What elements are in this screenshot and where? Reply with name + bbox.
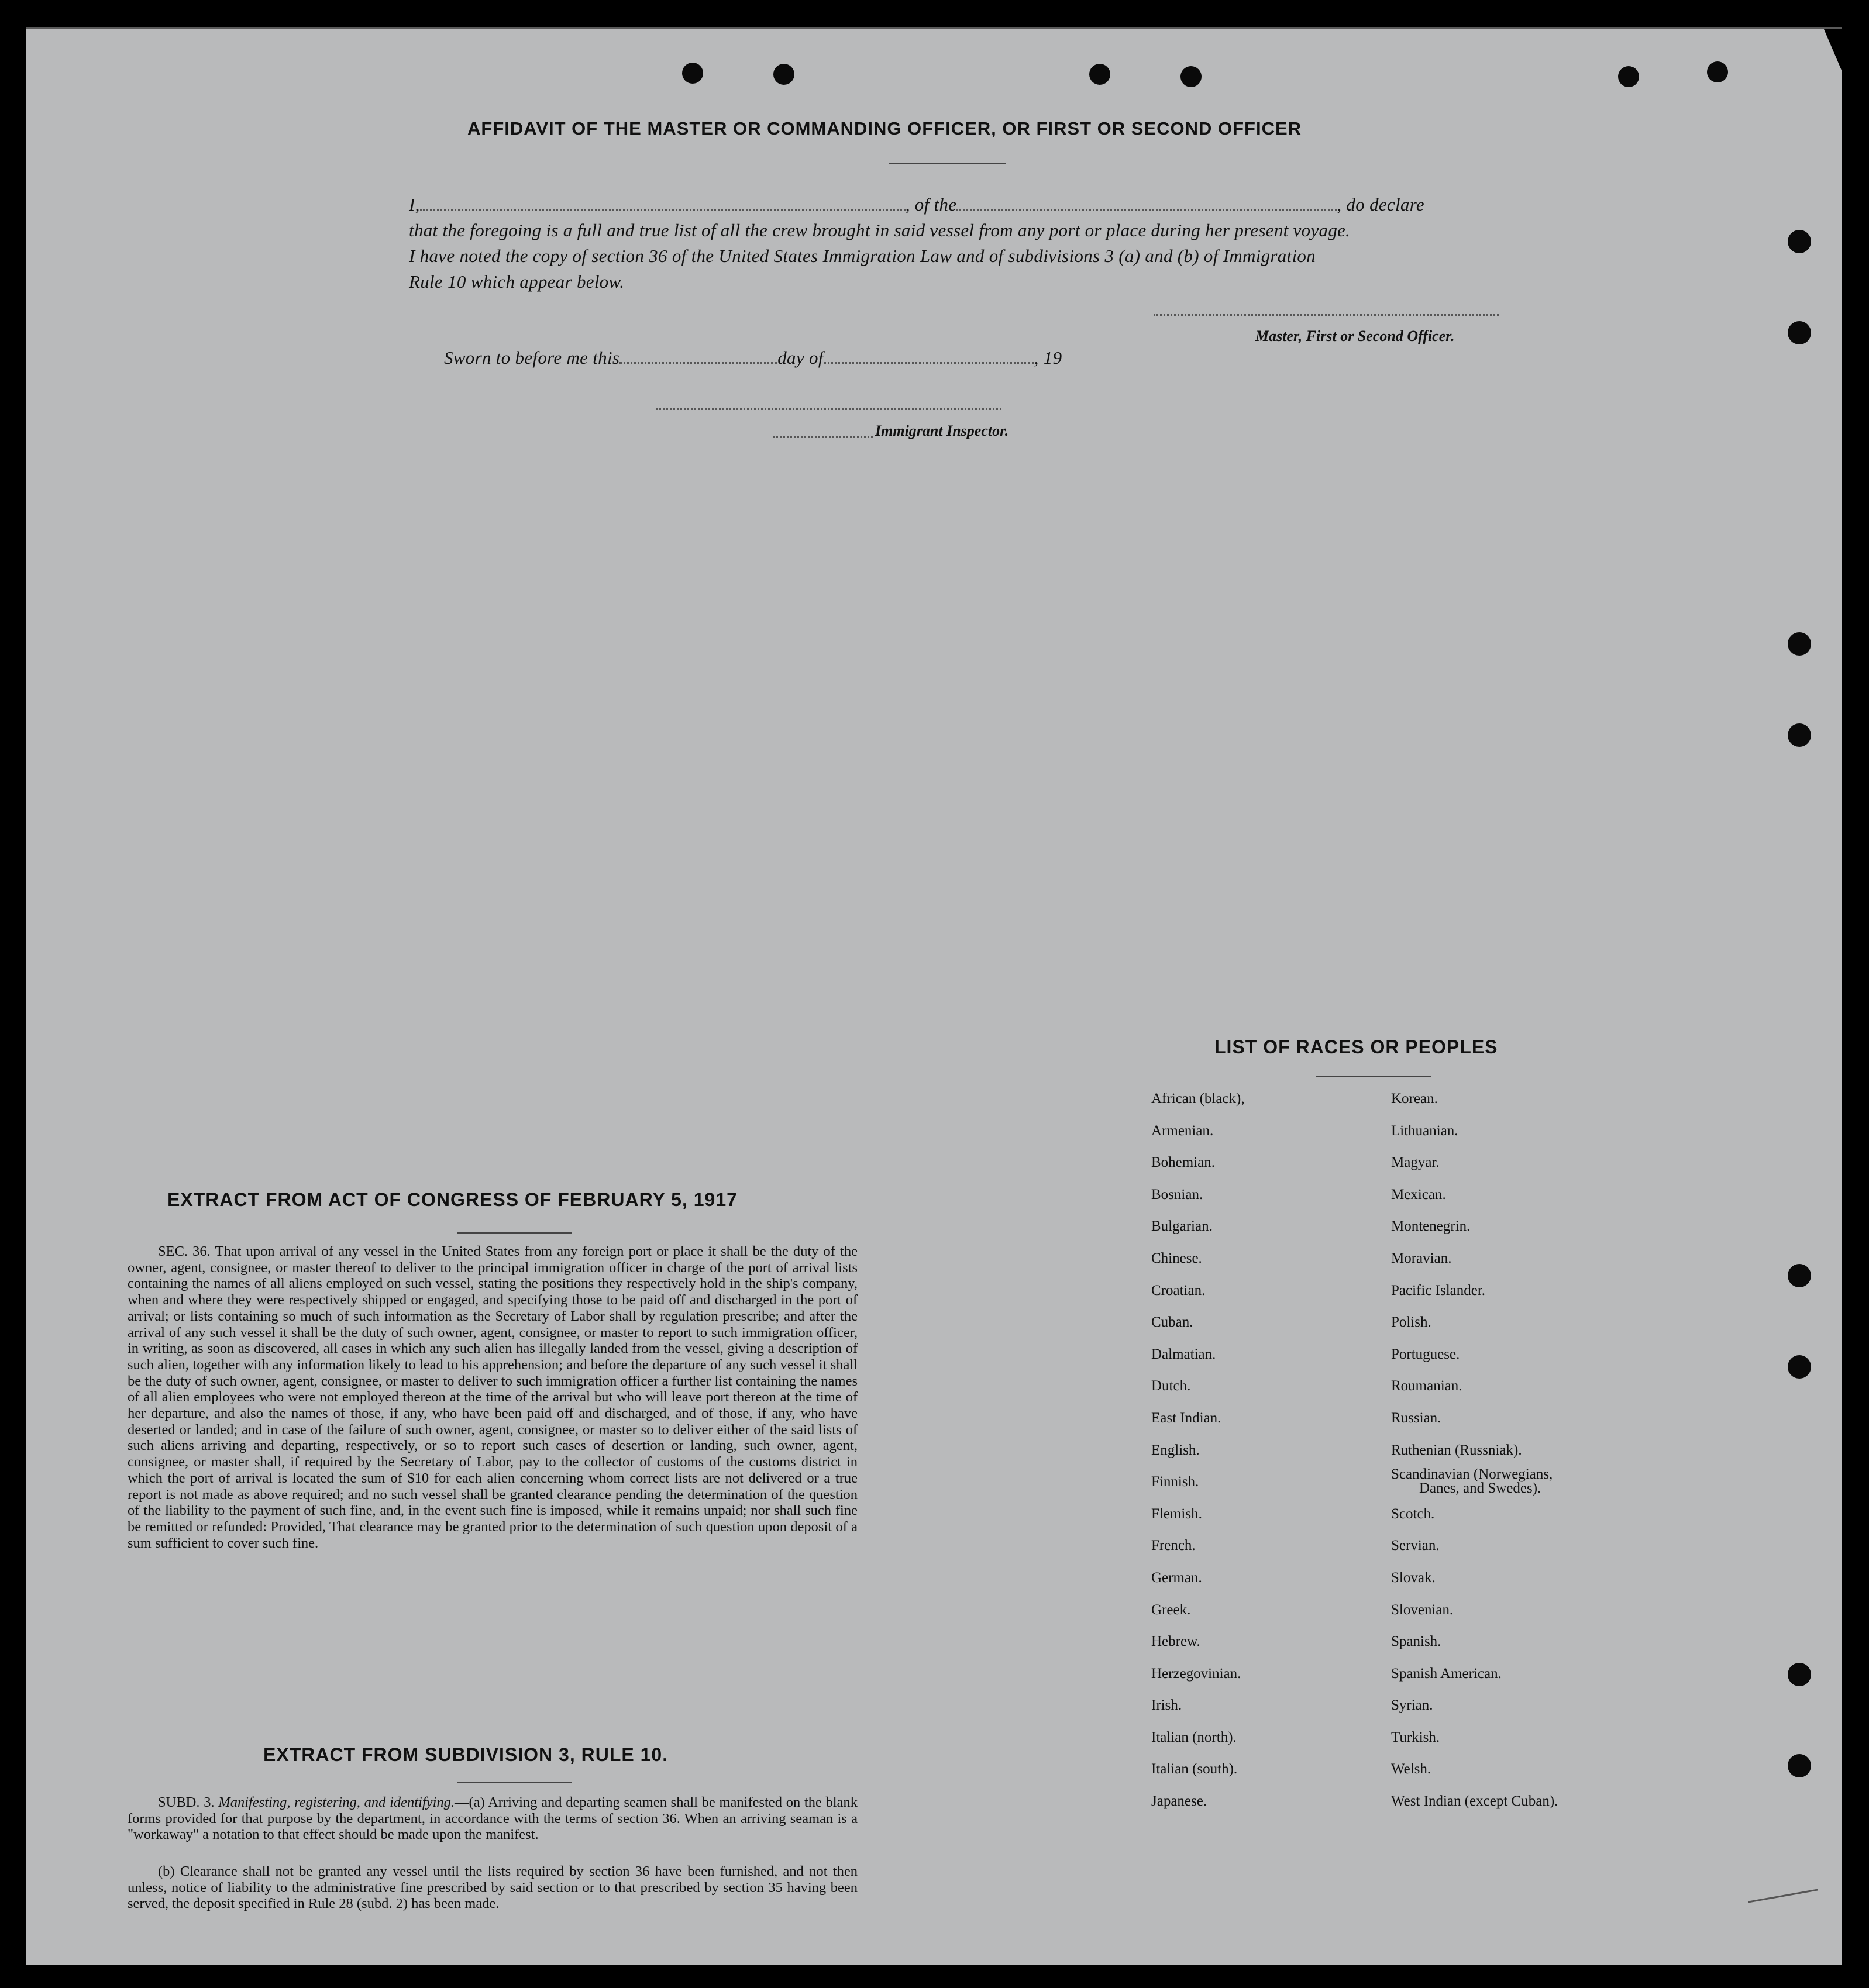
race-item: Spanish. bbox=[1391, 1634, 1441, 1650]
races-right-column bbox=[1391, 1083, 1558, 1818]
affidavit-title: AFFIDAVIT OF THE MASTER OR COMMANDING OFFICER, OR FIRST OR SECOND OFFICER bbox=[467, 118, 1302, 139]
race-item: French. bbox=[1151, 1538, 1196, 1554]
race-item: Syrian. bbox=[1391, 1697, 1433, 1714]
race-item: Hebrew. bbox=[1151, 1634, 1200, 1650]
punch-hole bbox=[1089, 64, 1110, 85]
punch-hole bbox=[1180, 66, 1202, 87]
title-rule bbox=[889, 163, 1006, 164]
title-rule bbox=[1316, 1076, 1431, 1077]
document-page bbox=[26, 27, 1842, 1965]
race-item: Greek. bbox=[1151, 1601, 1191, 1618]
race-item: Japanese. bbox=[1151, 1793, 1207, 1810]
declarant-name-blank bbox=[420, 195, 906, 211]
punch-hole bbox=[1618, 66, 1639, 87]
race-item: Russian. bbox=[1391, 1410, 1441, 1426]
race-item: Slovenian. bbox=[1391, 1601, 1454, 1618]
affidavit-notice-end: Rule 10 which appear below. bbox=[409, 271, 625, 292]
sworn-month-blank bbox=[824, 348, 1034, 364]
race-item: Portuguese. bbox=[1391, 1346, 1460, 1362]
act-section-36-text: SEC. 36. That upon arrival of any vessel in the United States from any foreign port or place it shall be the duty of the owner, agent, consignee, or master thereof to deliver to the principal immigration officer in charge of the port of arrival lists containing the names of all aliens employed on such vessel, stating the positions they respectively hold in the ship's company, when and where they were respectively shipped or engaged, and specifying those to be paid off and discharged in the port of arrival; or lists containing so much of such information as the Secretary of Labor shall by regulation prescribe; and after the arrival of any such vessel it shall be the duty of such owner, agent, consignee, or master to report to such immigration officer, in writing, as soon as discovered, all cases in which any such alien has illegally landed from the vessel, giving a description of such alien, together with any information likely to lead to his apprehension; and before the departure of any such vessel it shall be the duty of such owner, agent, consignee, or master to deliver to such immigration officer a further list containing the names of all alien employees who were not employed thereon at the time of the arrival but who will leave port thereon at the time of her departure, and also the names of those, if any, who have been paid off and discharged, and of those, if any, who have deserted or landed; and in case of the failure of such owner, agent, consignee, or master so to deliver either of the said lists of such aliens arriving and departing, respectively, or so to report such cases of desertion or landing, such owner, agent, consignee, or master shall, if required by the Secretary of Labor, pay to the collector of customs of the customs district in which the port of arrival is located the sum of $10 for each alien concerning whom correct lists are not delivered or a true report is not made as above required; and no such vessel shall be granted clearance pending the determination of the question of the liability to the payment of such fine, and, in the event such fine is imposed, while it remains unpaid; nor shall such fine be remitted or refunded: Provided, That clearance may be granted prior to the determination of such question upon deposit of a sum sufficient to cover such fine. bbox=[128, 1243, 858, 1551]
race-item: Servian. bbox=[1391, 1538, 1440, 1554]
race-item: Cuban. bbox=[1151, 1314, 1193, 1331]
sworn-line bbox=[444, 345, 1204, 371]
sworn-prefix: Sworn to before me this bbox=[444, 347, 620, 368]
race-item: Korean. bbox=[1391, 1091, 1438, 1107]
race-item: Flemish. bbox=[1151, 1505, 1202, 1522]
race-item: Dutch. bbox=[1151, 1378, 1191, 1394]
subd-a-heading: Manifesting, registering, and identifying. bbox=[218, 1794, 455, 1810]
affidavit-declaration bbox=[409, 192, 1538, 218]
punch-hole bbox=[1788, 1754, 1811, 1777]
race-item: Polish. bbox=[1391, 1314, 1431, 1331]
race-item: Scotch. bbox=[1391, 1505, 1435, 1522]
race-item: Bosnian. bbox=[1151, 1186, 1203, 1203]
vessel-prefix: , of the bbox=[905, 194, 957, 215]
affidavit-statement: that the foregoing is a full and true list of all the crew brought in said vessel from any port or place during her present voyage. bbox=[409, 220, 1351, 240]
title-rule bbox=[457, 1232, 572, 1234]
declarant-prefix: I, bbox=[409, 194, 420, 215]
race-item: Spanish American. bbox=[1391, 1665, 1502, 1682]
race-item: Ruthenian (Russniak). bbox=[1391, 1442, 1522, 1458]
race-item: Scandinavian (Norwegians, Danes, and Swedes). bbox=[1391, 1466, 1553, 1497]
race-item: Italian (south). bbox=[1151, 1761, 1238, 1777]
race-item: Croatian. bbox=[1151, 1282, 1206, 1298]
subd-a-lead: SUBD. 3. bbox=[158, 1794, 215, 1810]
race-item-continuation: Danes, and Swedes). bbox=[1419, 1480, 1541, 1497]
race-item: Moravian. bbox=[1391, 1250, 1452, 1266]
race-item: German. bbox=[1151, 1569, 1202, 1586]
sworn-day-blank bbox=[619, 348, 777, 364]
race-item: Pacific Islander. bbox=[1391, 1282, 1486, 1298]
race-item: West Indian (except Cuban). bbox=[1391, 1793, 1558, 1810]
title-rule bbox=[457, 1782, 572, 1783]
race-item: Montenegrin. bbox=[1391, 1218, 1471, 1235]
race-item: English. bbox=[1151, 1442, 1200, 1458]
race-item: East Indian. bbox=[1151, 1410, 1221, 1426]
race-item: Italian (north). bbox=[1151, 1729, 1237, 1745]
race-item: Bulgarian. bbox=[1151, 1218, 1213, 1235]
inspector-signature-line bbox=[656, 408, 1001, 410]
rule-extract-title: EXTRACT FROM SUBDIVISION 3, RULE 10. bbox=[263, 1744, 669, 1765]
inspector-signature-caption: Immigrant Inspector. bbox=[875, 422, 1009, 439]
declare-suffix: , do declare bbox=[1337, 194, 1424, 215]
race-item: Bohemian. bbox=[1151, 1155, 1216, 1171]
race-item: Chinese. bbox=[1151, 1250, 1202, 1266]
affidavit-notice: I have noted the copy of section 36 of the United States Immigration Law and of subdivisions 3 (a) and (b) of Immigration bbox=[409, 246, 1316, 266]
master-signature-line bbox=[1154, 314, 1499, 316]
page-corner bbox=[1824, 29, 1842, 70]
punch-hole bbox=[1788, 1663, 1811, 1686]
master-signature-caption: Master, First or Second Officer. bbox=[1255, 328, 1455, 344]
punch-hole bbox=[1788, 321, 1811, 344]
race-item: Lithuanian. bbox=[1391, 1122, 1458, 1139]
race-item: Irish. bbox=[1151, 1697, 1182, 1714]
race-item: Mexican. bbox=[1391, 1186, 1446, 1203]
sworn-year: , 19 bbox=[1034, 347, 1062, 368]
inspector-signature-line-2 bbox=[773, 436, 873, 438]
race-item: Magyar. bbox=[1391, 1155, 1440, 1171]
vessel-name-blank bbox=[956, 195, 1337, 211]
races-left-column bbox=[1151, 1083, 1245, 1818]
race-item: Finnish. bbox=[1151, 1474, 1199, 1490]
act-extract-title: EXTRACT FROM ACT OF CONGRESS OF FEBRUARY 5, 1917 bbox=[167, 1189, 738, 1210]
subd-a-body: —(a) Arriving and departing seamen shall be manifested on the blank forms provided for that purpose by the department, in accordance with the terms of section 36. When an arriving seaman is a "workaway" a notation to that effect should be made upon the manifest. bbox=[128, 1794, 858, 1843]
sworn-day-label: day of bbox=[777, 347, 824, 368]
rule-subd-b-text: (b) Clearance shall not be granted any vessel until the lists required by section 36 have been furnished, and not then unless, notice of liability to the administrative fine prescribed by said section or to that prescribed by section 35 having been served, the deposit specified in Rule 28 (subd. 2) has been made. bbox=[128, 1863, 858, 1912]
race-item: Welsh. bbox=[1391, 1761, 1431, 1777]
punch-hole bbox=[1788, 723, 1811, 747]
punch-hole bbox=[773, 64, 794, 85]
punch-hole bbox=[1788, 1264, 1811, 1287]
punch-hole bbox=[682, 63, 703, 84]
rule-subd-a-text bbox=[128, 1794, 858, 1843]
race-item: Dalmatian. bbox=[1151, 1346, 1216, 1362]
race-item: Herzegovinian. bbox=[1151, 1665, 1241, 1682]
races-list-title: LIST OF RACES OR PEOPLES bbox=[1214, 1036, 1498, 1057]
race-item: Armenian. bbox=[1151, 1122, 1214, 1139]
punch-hole bbox=[1707, 61, 1728, 82]
punch-hole bbox=[1788, 230, 1811, 253]
punch-hole bbox=[1788, 632, 1811, 656]
race-item: Slovak. bbox=[1391, 1569, 1436, 1586]
race-item: Turkish. bbox=[1391, 1729, 1440, 1745]
race-item: Roumanian. bbox=[1391, 1378, 1462, 1394]
punch-hole bbox=[1788, 1355, 1811, 1379]
pen-mark bbox=[1748, 1865, 1818, 1903]
race-item: African (black), bbox=[1151, 1091, 1245, 1107]
